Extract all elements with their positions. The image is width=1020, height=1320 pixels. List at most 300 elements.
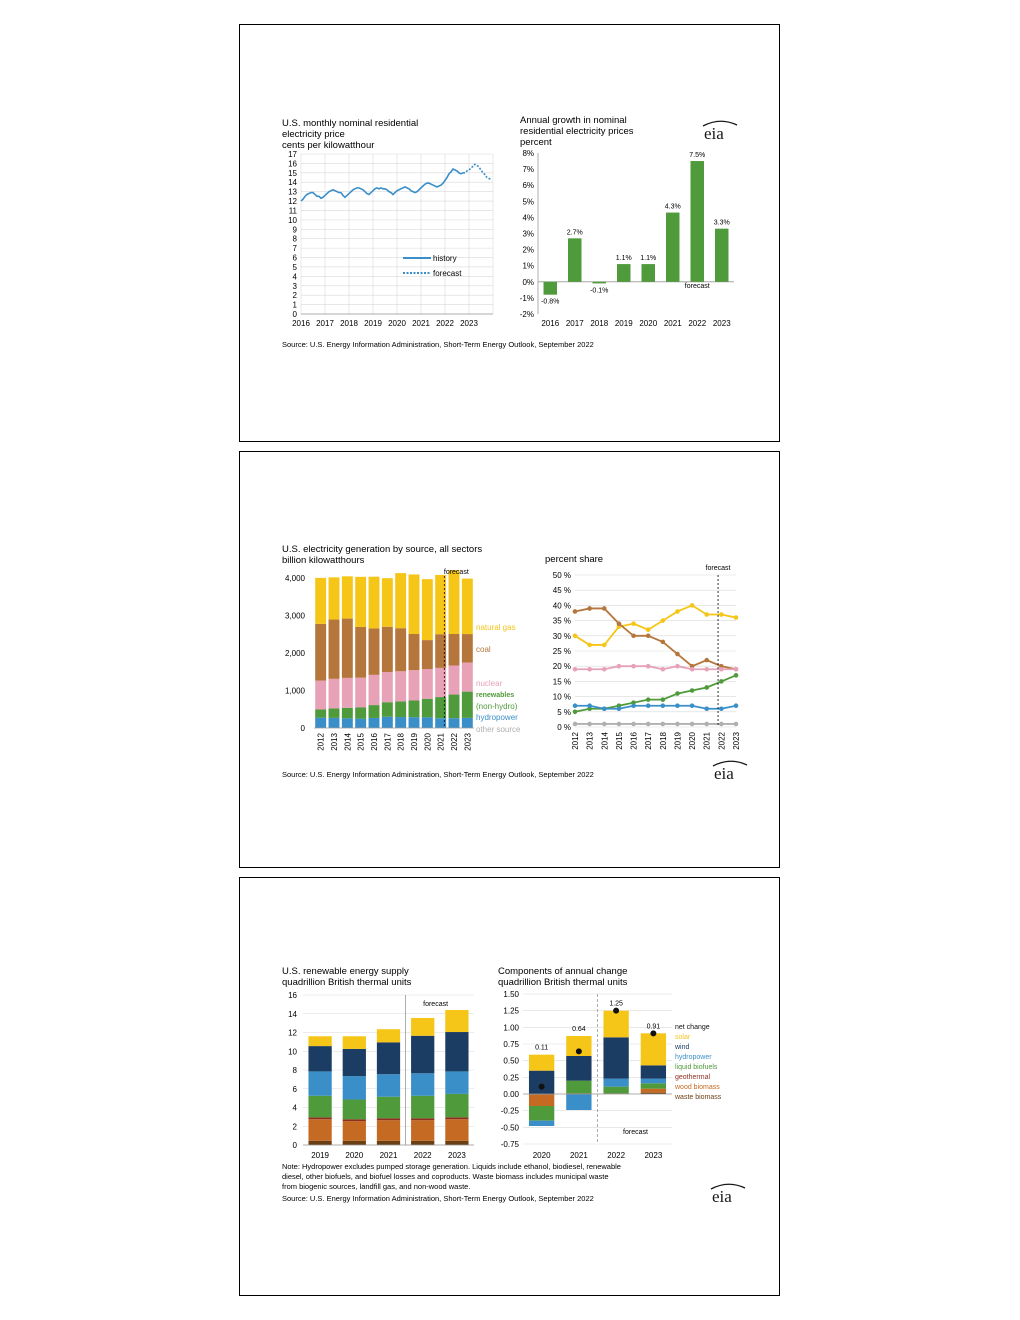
change-bar-segment xyxy=(641,1083,666,1088)
x-tick-label: 2019 xyxy=(614,319,633,328)
x-tick-label: 2017 xyxy=(565,319,584,328)
y-tick-label: 3 xyxy=(292,281,297,291)
generation-bar-segment xyxy=(395,671,406,701)
generation-bar-segment xyxy=(395,702,406,718)
forecast-annotation: forecast xyxy=(705,565,731,572)
generation-bar-segment xyxy=(369,675,380,705)
share-point xyxy=(675,609,680,614)
net-change-marker xyxy=(576,1048,582,1054)
share-point xyxy=(675,652,680,657)
share-point xyxy=(661,703,666,708)
renewable-bar-segment xyxy=(411,1141,434,1145)
renewable-bar-segment xyxy=(308,1117,331,1119)
renewable-chart-ylabel: quadrillion British thermal units xyxy=(282,977,412,988)
renewable-bar-segment xyxy=(445,1010,468,1032)
x-tick-label: 2022 xyxy=(413,1151,432,1160)
renewable-bar-segment xyxy=(411,1120,434,1141)
share-point xyxy=(646,634,651,639)
x-tick-label: 2019 xyxy=(673,732,683,750)
renewable-stacked-bar-chart xyxy=(288,991,474,1160)
share-point xyxy=(675,664,680,669)
share-point xyxy=(734,722,739,727)
generation-bar-segment xyxy=(329,679,340,709)
renewable-bar-segment xyxy=(343,1049,366,1076)
x-tick-label: 2020 xyxy=(688,732,698,750)
generation-bar-segment xyxy=(355,707,366,718)
x-tick-label: 2018 xyxy=(396,733,406,751)
change-chart-title: Components of annual change xyxy=(498,966,628,977)
legend-forecast-label: forecast xyxy=(433,269,462,278)
renewable-bar-segment xyxy=(445,1117,468,1119)
x-tick-label: 2014 xyxy=(343,733,353,751)
y-tick-label: 45 % xyxy=(552,586,571,596)
change-bar-segment xyxy=(566,1081,591,1094)
slide-renewable-supply xyxy=(239,877,780,1296)
x-tick-label: 2023 xyxy=(644,1151,663,1160)
generation-bar-segment xyxy=(395,628,406,671)
forecast-annotation: forecast xyxy=(443,569,469,576)
share-point xyxy=(661,722,666,727)
net-change-label: 1.25 xyxy=(609,1000,623,1008)
share-point xyxy=(719,612,724,617)
legend-entry: solar xyxy=(675,1034,691,1041)
growth-bar xyxy=(666,213,679,282)
generation-bar-segment xyxy=(449,665,460,694)
x-tick-label: 2019 xyxy=(311,1151,329,1160)
x-tick-label: 2022 xyxy=(607,1151,626,1160)
y-tick-label: 20 % xyxy=(552,662,571,672)
share-point xyxy=(573,667,578,672)
share-point xyxy=(734,615,739,620)
share-point xyxy=(587,667,592,672)
y-tick-label: 35 % xyxy=(552,616,571,626)
generation-chart-title: U.S. electricity generation by source, all sectors xyxy=(282,544,483,555)
generation-bar-segment xyxy=(449,718,460,728)
renewable-bar-segment xyxy=(343,1100,366,1120)
x-tick-label: 2022 xyxy=(436,319,454,328)
generation-bar-segment xyxy=(342,708,353,719)
share-point xyxy=(602,706,607,711)
eia-logo: eia xyxy=(712,1187,732,1206)
y-tick-label: 0.75 xyxy=(503,1040,519,1049)
share-point xyxy=(661,618,666,623)
generation-bar-segment xyxy=(355,678,366,708)
renewable-bar-segment xyxy=(343,1036,366,1049)
eia-logo: eia xyxy=(714,764,734,783)
generation-bar-segment xyxy=(342,576,353,618)
y-tick-label: 11 xyxy=(288,206,297,216)
y-tick-label: 4 xyxy=(292,1103,297,1113)
share-point xyxy=(704,658,709,663)
change-bar-segment xyxy=(529,1071,554,1094)
slide-generation-by-source xyxy=(239,451,780,868)
y-tick-label: 5% xyxy=(522,197,534,207)
y-tick-label: 5 xyxy=(292,262,297,272)
growth-bar xyxy=(568,238,581,281)
y-tick-label: 12 xyxy=(288,1028,297,1038)
generation-bar-segment xyxy=(329,718,340,728)
generation-bar-segment xyxy=(449,570,460,634)
growth-bar xyxy=(593,282,606,284)
change-bar-segment xyxy=(641,1079,666,1084)
x-tick-label: 2014 xyxy=(600,732,610,750)
renewable-bar-segment xyxy=(308,1046,331,1071)
note-line-1: Note: Hydropower excludes pumped storage generation. Liquids include ethanol, biodiesel, renewable xyxy=(282,1162,621,1171)
y-tick-label: 0.25 xyxy=(503,1073,519,1083)
generation-bar-segment xyxy=(462,634,473,663)
share-point xyxy=(719,679,724,684)
renewable-bar-segment xyxy=(411,1018,434,1036)
x-tick-label: 2019 xyxy=(364,319,382,328)
generation-stacked-bar-chart xyxy=(285,569,521,751)
series-label: natural gas xyxy=(476,623,516,632)
series-label: nuclear xyxy=(476,679,503,688)
y-tick-label: 6 xyxy=(292,1084,297,1094)
share-point xyxy=(587,643,592,648)
slide-electricity-price xyxy=(239,24,780,442)
share-point xyxy=(631,703,636,708)
legend-entry: liquid biofuels xyxy=(675,1064,718,1071)
y-tick-label: 6% xyxy=(522,181,534,191)
x-tick-label: 2021 xyxy=(436,733,446,751)
net-change-label: 0.91 xyxy=(646,1023,661,1031)
y-tick-label: 10 % xyxy=(552,692,571,702)
forecast-series-line xyxy=(463,164,491,179)
share-point xyxy=(734,703,739,708)
generation-bar-segment xyxy=(422,640,433,669)
renewable-bar-segment xyxy=(377,1118,400,1120)
slide1-canvas xyxy=(240,25,779,441)
x-tick-label: 2021 xyxy=(702,732,712,750)
generation-bar-segment xyxy=(395,573,406,628)
share-point xyxy=(675,722,680,727)
share-point xyxy=(690,722,695,727)
share-series-line xyxy=(575,706,736,709)
change-bar-segment xyxy=(529,1095,554,1106)
y-tick-label: 0 xyxy=(300,724,305,733)
generation-bar-segment xyxy=(342,678,353,708)
x-tick-label: 2015 xyxy=(356,733,366,751)
x-tick-label: 2021 xyxy=(379,1151,398,1160)
generation-bar-segment xyxy=(409,634,420,670)
share-point xyxy=(602,606,607,611)
growth-bar xyxy=(715,229,728,282)
generation-bar-segment xyxy=(382,717,393,728)
x-tick-label: 2016 xyxy=(370,733,379,751)
x-tick-label: 2021 xyxy=(412,319,430,328)
y-tick-label: 5 % xyxy=(557,707,571,717)
share-point xyxy=(704,706,709,711)
growth-chart-ylabel: percent xyxy=(520,137,552,148)
share-point xyxy=(631,722,636,727)
share-point xyxy=(646,722,651,727)
y-tick-label: 8% xyxy=(522,149,534,158)
growth-data-label: 7.5% xyxy=(689,152,706,160)
x-tick-label: 2016 xyxy=(292,319,310,328)
y-tick-label: 1% xyxy=(522,261,534,271)
generation-bar-segment xyxy=(382,578,393,627)
growth-data-label: -0.8% xyxy=(541,298,560,306)
y-tick-label: 4% xyxy=(522,213,534,223)
legend-entry: net change xyxy=(675,1024,710,1031)
generation-bar-segment xyxy=(449,634,460,666)
x-tick-label: 2020 xyxy=(388,319,406,328)
generation-bar-segment xyxy=(462,663,473,692)
change-chart-ylabel: quadrillion British thermal units xyxy=(498,977,628,988)
y-tick-label: 2% xyxy=(522,245,534,255)
change-bar-segment xyxy=(529,1121,554,1126)
share-point xyxy=(661,667,666,672)
x-tick-label: 2017 xyxy=(644,732,654,750)
generation-bar-segment xyxy=(462,718,473,728)
price-chart-ylabel: cents per kilowatthour xyxy=(282,140,375,151)
change-bar-segment xyxy=(603,1037,628,1078)
note-line-3: from biogenic sources, landfill gas, and non-wood waste. xyxy=(282,1182,471,1191)
x-tick-label: 2021 xyxy=(569,1151,588,1160)
y-tick-label: 30 % xyxy=(552,631,571,641)
change-bar-segment xyxy=(603,1087,628,1094)
x-tick-label: 2020 xyxy=(532,1151,551,1160)
share-point xyxy=(675,691,680,696)
x-tick-label: 2022 xyxy=(450,733,459,751)
y-tick-label: 0% xyxy=(522,277,534,287)
net-change-marker xyxy=(650,1030,656,1036)
y-tick-label: 16 xyxy=(288,159,297,169)
y-tick-label: 0.50 xyxy=(503,1056,519,1066)
share-point xyxy=(719,706,724,711)
share-point xyxy=(719,722,724,727)
generation-bar-segment xyxy=(409,717,420,728)
generation-bar-segment xyxy=(369,705,380,718)
y-tick-label: 15 % xyxy=(552,677,571,687)
growth-bar xyxy=(544,282,557,295)
y-tick-label: 14 xyxy=(288,178,297,188)
renewable-bar-segment xyxy=(377,1120,400,1141)
source-note: Source: U.S. Energy Information Administration, Short-Term Energy Outlook, September 2022 xyxy=(282,770,594,779)
series-label: coal xyxy=(476,645,491,654)
generation-bar-segment xyxy=(342,619,353,678)
y-tick-label: 17 xyxy=(288,150,297,159)
renewable-bar-segment xyxy=(308,1071,331,1095)
share-point xyxy=(646,627,651,632)
change-bar-segment xyxy=(603,1079,628,1087)
y-tick-label: -0.50 xyxy=(500,1123,519,1133)
y-tick-label: 0.00 xyxy=(503,1090,519,1099)
growth-data-label: 2.7% xyxy=(566,229,583,237)
renewable-chart-title: U.S. renewable energy supply xyxy=(282,966,409,977)
share-point xyxy=(573,703,578,708)
generation-bar-segment xyxy=(462,692,473,718)
share-point xyxy=(690,688,695,693)
y-tick-label: 7% xyxy=(522,165,534,175)
generation-bar-segment xyxy=(462,579,473,635)
renewable-bar-segment xyxy=(343,1121,366,1141)
renewable-bar-segment xyxy=(411,1118,434,1120)
share-point xyxy=(587,722,592,727)
share-point xyxy=(690,667,695,672)
x-tick-label: 2018 xyxy=(590,319,609,328)
generation-bar-segment xyxy=(342,718,353,728)
growth-data-label: -0.1% xyxy=(590,287,609,295)
share-point xyxy=(704,667,709,672)
share-point xyxy=(573,634,578,639)
generation-bar-segment xyxy=(409,574,420,634)
renewable-bar-segment xyxy=(308,1096,331,1118)
slide2-canvas xyxy=(240,452,779,867)
y-tick-label: 1 xyxy=(292,300,297,310)
generation-bar-segment xyxy=(422,717,433,728)
renewable-bar-segment xyxy=(445,1141,468,1145)
renewable-bar-segment xyxy=(377,1097,400,1119)
renewable-bar-segment xyxy=(445,1032,468,1071)
forecast-annotation: forecast xyxy=(623,1129,648,1136)
share-point xyxy=(573,722,578,727)
generation-bar-segment xyxy=(315,578,326,624)
x-tick-label: 2016 xyxy=(541,319,560,328)
x-tick-label: 2023 xyxy=(732,732,741,750)
share-series-line xyxy=(575,666,736,669)
share-point xyxy=(631,621,636,626)
renewable-bar-segment xyxy=(377,1074,400,1097)
share-point xyxy=(617,706,622,711)
y-tick-label: 0 xyxy=(292,1141,297,1150)
generation-bar-segment xyxy=(422,669,433,699)
y-tick-label: 3% xyxy=(522,229,534,239)
y-tick-label: 1.00 xyxy=(503,1023,519,1033)
y-tick-label: 1.25 xyxy=(503,1006,519,1016)
generation-bar-segment xyxy=(449,695,460,719)
share-point xyxy=(587,606,592,611)
generation-bar-segment xyxy=(369,628,380,674)
generation-bar-segment xyxy=(422,579,433,640)
growth-bar-chart xyxy=(520,149,734,328)
generation-bar-segment xyxy=(355,627,366,678)
y-tick-label: -1% xyxy=(519,293,534,303)
y-tick-label: 25 % xyxy=(552,647,571,656)
generation-bar-segment xyxy=(435,634,446,668)
share-point xyxy=(646,664,651,669)
series-label-non-hydro: (non-hydro) xyxy=(476,702,518,711)
x-tick-label: 2018 xyxy=(340,319,358,328)
x-tick-label: 2020 xyxy=(345,1151,364,1160)
renewable-bar-segment xyxy=(377,1141,400,1145)
change-bar-segment xyxy=(641,1065,666,1078)
renewable-bar-segment xyxy=(411,1073,434,1096)
x-tick-label: 2020 xyxy=(639,319,658,328)
generation-bar-segment xyxy=(395,717,406,728)
renewable-bar-segment xyxy=(343,1141,366,1145)
y-tick-label: 4,000 xyxy=(284,574,305,583)
share-point xyxy=(631,664,636,669)
x-tick-label: 2019 xyxy=(410,733,419,751)
change-bar-segment xyxy=(529,1055,554,1071)
generation-bar-segment xyxy=(409,670,420,700)
y-tick-label: 0 % xyxy=(557,723,571,732)
x-tick-label: 2023 xyxy=(448,1151,466,1160)
share-point xyxy=(602,722,607,727)
generation-bar-segment xyxy=(329,620,340,679)
x-tick-label: 2016 xyxy=(629,732,639,750)
y-tick-label: 3,000 xyxy=(284,611,305,621)
change-bar-segment xyxy=(641,1089,666,1093)
x-tick-label: 2012 xyxy=(316,733,326,751)
series-label-other: other source xyxy=(476,725,521,734)
change-bar-segment xyxy=(641,1033,666,1065)
growth-bar xyxy=(691,161,704,282)
series-label-renewables: renewables xyxy=(476,692,515,699)
y-tick-label: -0.75 xyxy=(500,1140,519,1149)
x-tick-label: 2017 xyxy=(383,733,393,751)
y-tick-label: 15 xyxy=(288,168,297,178)
share-point xyxy=(704,612,709,617)
share-point xyxy=(704,722,709,727)
share-point xyxy=(704,685,709,690)
eia-logo: eia xyxy=(704,124,724,143)
change-bar-segment xyxy=(603,1011,628,1038)
generation-bar-segment xyxy=(409,701,420,718)
legend-entry: hydropower xyxy=(675,1054,712,1061)
share-point xyxy=(734,667,739,672)
x-tick-label: 2018 xyxy=(658,732,668,750)
growth-data-label: 1.1% xyxy=(640,255,657,263)
share-point xyxy=(617,722,622,727)
y-tick-label: 2 xyxy=(292,1122,297,1132)
growth-chart-title-2: residential electricity prices xyxy=(520,126,634,137)
forecast-annotation: forecast xyxy=(684,283,710,291)
generation-bar-segment xyxy=(382,702,393,717)
x-tick-label: 2015 xyxy=(614,732,624,750)
x-tick-label: 2020 xyxy=(423,733,433,751)
share-point xyxy=(690,703,695,708)
growth-data-label: 4.3% xyxy=(664,203,681,211)
y-tick-label: 8 xyxy=(292,234,297,244)
generation-bar-segment xyxy=(382,627,393,672)
share-point xyxy=(617,664,622,669)
share-point xyxy=(631,634,636,639)
renewable-bar-segment xyxy=(411,1096,434,1119)
renewable-bar-segment xyxy=(445,1071,468,1094)
generation-bar-segment xyxy=(329,577,340,619)
legend-history-label: history xyxy=(433,254,457,263)
price-chart-title-1: U.S. monthly nominal residential xyxy=(282,118,419,129)
renewable-bar-segment xyxy=(445,1094,468,1117)
y-tick-label: 0 xyxy=(292,310,297,319)
share-point xyxy=(573,710,578,715)
renewable-bar-segment xyxy=(308,1119,331,1141)
forecast-annotation: forecast xyxy=(423,1001,449,1008)
renewable-bar-segment xyxy=(308,1141,331,1145)
growth-data-label: 3.3% xyxy=(713,219,730,227)
x-tick-label: 2022 xyxy=(717,732,727,750)
price-chart-title-2: electricity price xyxy=(282,129,345,140)
y-tick-label: 1,000 xyxy=(284,686,305,696)
generation-bar-segment xyxy=(329,708,340,717)
x-tick-label: 2013 xyxy=(585,732,595,750)
x-tick-label: 2023 xyxy=(463,733,473,751)
generation-bar-segment xyxy=(422,699,433,718)
generation-bar-segment xyxy=(369,577,380,629)
share-point xyxy=(661,697,666,702)
y-tick-label: 16 xyxy=(288,991,297,1000)
y-tick-label: 2 xyxy=(292,291,297,301)
growth-data-label: 1.1% xyxy=(615,255,632,263)
growth-bar xyxy=(617,264,630,282)
series-label-hydropower: hydropower xyxy=(476,713,518,722)
price-line-chart xyxy=(288,150,493,328)
source-note: Source: U.S. Energy Information Administration, Short-Term Energy Outlook, September 2022 xyxy=(282,340,594,349)
renewable-bar-segment xyxy=(377,1029,400,1042)
y-tick-label: 1.50 xyxy=(503,990,519,999)
